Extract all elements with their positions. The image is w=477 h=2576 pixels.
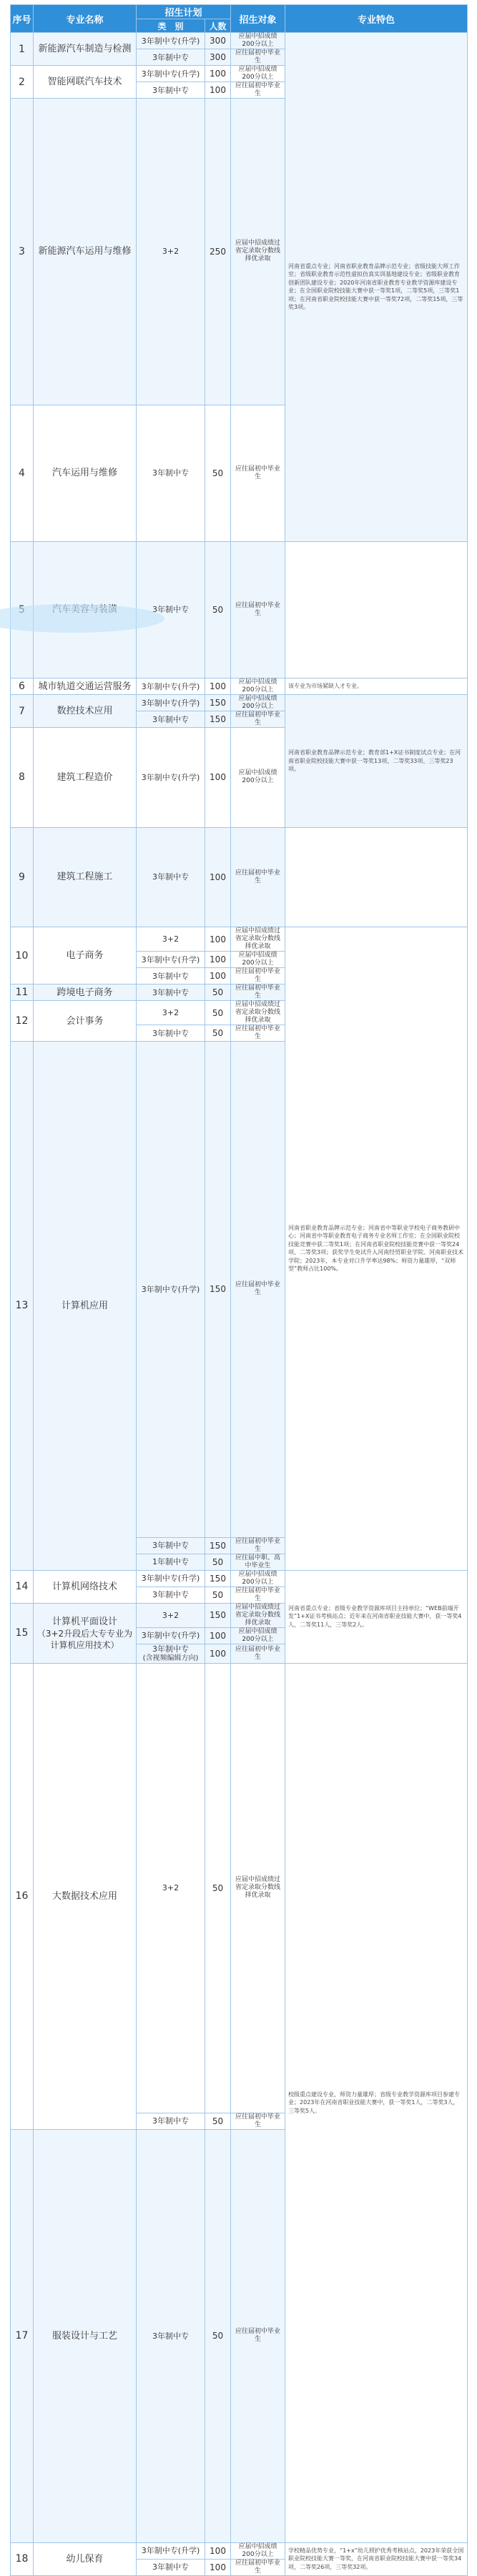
program-name: 建筑工程施工 xyxy=(56,872,113,883)
enroll-target: 应届中招成绩过省定录取分数线择优录取 xyxy=(231,1001,285,1025)
table-row xyxy=(11,33,468,49)
enroll-target: 应往届初中毕业生 xyxy=(231,2113,285,2129)
plan-count: 100 xyxy=(205,952,231,968)
program-name-cell xyxy=(34,405,137,541)
plan-type: 3年制中专(升学) xyxy=(141,1631,200,1640)
plan-count: 300 xyxy=(205,49,231,66)
program-feature: 河南省重点专业；省级专业教学资源库项目主持单位；“WEB前端开发”1+X证书考核站点；近年来在河南省职业技能大赛中，获一等奖4人，二等奖11人，三等奖2人。 xyxy=(285,1570,468,1663)
plan-count: 50 xyxy=(205,2113,231,2129)
plan-count: 100 xyxy=(205,927,231,952)
plan-type-cell xyxy=(137,49,205,66)
enroll-target: 应往届初中毕业生 xyxy=(231,968,285,984)
enroll-target: 应往届初中毕业生 xyxy=(231,984,285,1001)
plan-type: 3+2 xyxy=(162,934,180,944)
plan-type: 3年制中专 xyxy=(152,714,189,724)
enroll-target: 应往届初中毕业生 xyxy=(231,541,285,678)
enroll-target: 应往届初中毕业生 xyxy=(231,1537,285,1554)
enroll-target: 应往届初中毕业生 xyxy=(231,405,285,541)
program-name: 智能网联汽车技术 xyxy=(47,77,122,87)
enroll-target: 应往届初中毕业生 xyxy=(231,1586,285,1603)
enroll-target: 应届中招成绩200分以上 xyxy=(231,33,285,49)
plan-type: 3+2 xyxy=(162,1008,180,1017)
plan-type: 3+2 xyxy=(162,247,180,257)
plan-type-cell xyxy=(137,1001,205,1025)
plan-type: 3年制中专(升学) xyxy=(141,954,200,964)
plan-type-cell xyxy=(137,1644,205,1663)
plan-type: 3年制中专(升学) xyxy=(141,1574,200,1583)
table-row xyxy=(11,927,468,952)
program-feature: 校级重点建设专业，师资力量雄厚；省级专业教学资源库项目参建专业；2023年在河南省职业技能大赛中，获一等奖1人，二等奖3人，三等奖5人。 xyxy=(285,1663,468,2542)
plan-type-cell xyxy=(137,66,205,82)
plan-type-cell xyxy=(137,1663,205,2113)
plan-type-cell xyxy=(137,33,205,49)
plan-type: 3年制中专 xyxy=(152,971,189,981)
program-name: 电子商务 xyxy=(66,950,104,961)
program-no: 14 xyxy=(11,1570,34,1603)
plan-type: 3+2 xyxy=(162,1610,180,1620)
plan-count: 100 xyxy=(205,2559,231,2575)
program-name-cell xyxy=(34,1570,137,1603)
program-name: 幼儿保育 xyxy=(66,2553,104,2565)
enroll-target: 应往届初中毕业生 xyxy=(231,1042,285,1538)
plan-count: 50 xyxy=(205,1586,231,1603)
plan-type-cell xyxy=(137,1627,205,1644)
enrollment-table xyxy=(10,4,468,2576)
plan-type-cell xyxy=(137,1570,205,1586)
header-type: 类 别 xyxy=(137,19,205,33)
enroll-target: 应往届初中毕业生 xyxy=(231,2129,285,2542)
plan-type-cell xyxy=(137,1537,205,1554)
program-name: 城市轨道交通运营服务 xyxy=(38,681,132,692)
plan-type-cell xyxy=(137,711,205,728)
enroll-target: 应往届初中毕业生 xyxy=(231,49,285,66)
plan-type: 3年制中专(升学) xyxy=(141,698,200,708)
program-name: 汽车运用与维修 xyxy=(51,468,117,479)
program-name-cell xyxy=(34,984,137,1001)
plan-type-cell xyxy=(137,728,205,828)
plan-type: 3年制中专(升学) xyxy=(141,2546,200,2555)
enroll-target: 应往届中职、高中毕业生 xyxy=(231,1554,285,1570)
plan-count: 100 xyxy=(205,66,231,82)
plan-count: 50 xyxy=(205,1025,231,1042)
plan-count: 50 xyxy=(205,1001,231,1025)
plan-type: 3+2 xyxy=(162,1883,180,1892)
program-no: 13 xyxy=(11,1042,34,1571)
plan-type-cell xyxy=(137,1586,205,1603)
plan-type-cell xyxy=(137,695,205,711)
plan-count: 150 xyxy=(205,1042,231,1538)
plan-type-cell xyxy=(137,2113,205,2129)
plan-count: 150 xyxy=(205,1603,231,1627)
plan-type: 3年制中专 xyxy=(152,1028,189,1038)
program-name: 服装设计与工艺 xyxy=(51,2330,117,2341)
plan-type: 3年制中专 xyxy=(152,872,189,882)
top-strip xyxy=(0,0,477,3)
program-no: 8 xyxy=(11,728,34,828)
plan-type-cell xyxy=(137,2129,205,2542)
program-name-cell xyxy=(34,827,137,927)
plan-type: 3年制中专 xyxy=(152,1590,189,1599)
plan-type-cell xyxy=(137,1554,205,1570)
plan-type: 3年制中专 xyxy=(152,1541,189,1550)
table-row xyxy=(11,678,468,695)
header-no: 序号 xyxy=(11,5,34,33)
program-name-cell xyxy=(34,66,137,99)
enroll-target: 应届中招成绩过省定录取分数线择优录取 xyxy=(231,1603,285,1627)
program-name-cell xyxy=(34,728,137,828)
plan-count: 100 xyxy=(205,2542,231,2559)
header-name: 专业名称 xyxy=(34,5,137,33)
program-name-note: （3+2升段后大专专业为计算机应用技术） xyxy=(36,1628,133,1650)
program-name-cell xyxy=(34,1042,137,1571)
program-no: 7 xyxy=(11,695,34,728)
enroll-target: 应届中招成绩200分以上 xyxy=(231,2542,285,2559)
plan-type-cell xyxy=(137,82,205,99)
plan-count: 50 xyxy=(205,405,231,541)
program-no: 1 xyxy=(11,33,34,66)
plan-type-cell xyxy=(137,405,205,541)
program-name: 会计事务 xyxy=(66,1015,104,1027)
plan-count: 150 xyxy=(205,711,231,728)
table-row xyxy=(11,2542,468,2559)
enroll-target: 应届中招成绩过省定录取分数线择优录取 xyxy=(231,99,285,405)
program-name-cell xyxy=(34,1663,137,2129)
plan-type: 3年制中专(升学) xyxy=(141,681,200,691)
program-name-cell xyxy=(34,99,137,405)
program-no: 18 xyxy=(11,2542,34,2575)
plan-type-cell xyxy=(137,952,205,968)
program-no: 15 xyxy=(11,1603,34,1663)
program-feature: 河南省重点专业；河南省职业教育品牌示范专业；省级技能大师工作室；省级职业教育示范性虚拟仿真实训基地建设专业；省级职业教育创新团队建设专业；2020年河南省职业教育专业教学资源库建设专业；在全国职业院校技能大赛中获一等奖1项，二等奖5项，三等奖1项；在河南省职业院校技能大赛中获一等奖72项，二等奖15项，三等奖3项。 xyxy=(285,33,468,542)
program-feature: 河南省职业教育品牌示范专业；教育部1+X证书制度试点专业；在河南省职业院校技能大赛中获一等奖13项、二等奖33项、三等奖23项。 xyxy=(285,695,468,828)
header-feature: 专业特色 xyxy=(285,5,468,33)
plan-count: 50 xyxy=(205,1554,231,1570)
program-name-cell xyxy=(34,2129,137,2542)
plan-count: 50 xyxy=(205,1663,231,2113)
enroll-target: 应往届初中毕业生 xyxy=(231,82,285,99)
program-feature: 学校精品优势专业，“1+x”幼儿照护优秀考核站点，2023年荣获全国职业院校技能大赛一等奖，在河南省职业院校技能大赛中获一等奖34项，二等奖26项，三等奖32项。 xyxy=(285,2542,468,2575)
plan-type: 3年制中专 xyxy=(152,2116,189,2126)
header-plan: 招生计划 xyxy=(137,5,231,19)
header-count: 人数 xyxy=(205,19,231,33)
enroll-target: 应届中招成绩过省定录取分数线择优录取 xyxy=(231,1663,285,2113)
table-row xyxy=(11,827,468,927)
plan-type: 3年制中专 xyxy=(152,2331,189,2341)
program-name: 跨境电子商务 xyxy=(56,987,113,998)
enroll-target: 应届中招成绩过省定录取分数线择优录取 xyxy=(231,927,285,952)
program-no: 2 xyxy=(11,66,34,99)
enroll-target: 应届中招成绩200分以上 xyxy=(231,728,285,828)
plan-count: 100 xyxy=(205,678,231,695)
plan-type: 3年制中专(升学) xyxy=(141,36,200,46)
program-no: 4 xyxy=(11,405,34,541)
plan-type-note: (含视频编辑方向) xyxy=(142,1654,199,1662)
plan-type: 3年制中专(升学) xyxy=(141,1284,200,1294)
enroll-target: 应往届初中毕业生 xyxy=(231,1644,285,1663)
program-no: 16 xyxy=(11,1663,34,2129)
plan-count: 100 xyxy=(205,82,231,99)
program-name-cell xyxy=(34,2542,137,2575)
program-no: 12 xyxy=(11,1001,34,1042)
program-name-cell xyxy=(34,678,137,695)
plan-type: 3年制中专 xyxy=(152,987,189,997)
program-no: 11 xyxy=(11,984,34,1001)
enroll-target: 应往届初中毕业生 xyxy=(231,711,285,728)
plan-type: 3年制中专 xyxy=(152,52,189,62)
plan-type: 3年制中专 xyxy=(152,85,189,95)
program-feature: 河南省职业教育品牌示范专业；河南省中等职业学校电子商务教研中心；河南省中等职业教育电子商务专业名师工作室；在全国职业院校技能竞赛中获二等奖1项；在河南省职业院校技能竞赛中获一等奖24项、二等奖3项；获奖学生免试升入河南经贸职业学院、河南职业技术学院；2023年，本专业对口升学率达98%；师资力量雄厚，“双师型”教师占比100%。 xyxy=(285,927,468,1571)
plan-type: 3年制中专 xyxy=(152,1644,189,1654)
program-no: 6 xyxy=(11,678,34,695)
program-name: 计算机应用 xyxy=(61,1300,108,1311)
enroll-target: 应届中招成绩200分以上 xyxy=(231,1570,285,1586)
program-no: 9 xyxy=(11,827,34,927)
plan-count: 150 xyxy=(205,1570,231,1586)
plan-count: 300 xyxy=(205,33,231,49)
program-name: 数控技术应用 xyxy=(56,706,113,716)
program-name: 新能源汽车制造与检测 xyxy=(38,44,132,54)
program-name-cell xyxy=(34,1001,137,1042)
plan-count: 100 xyxy=(205,728,231,828)
program-name: 新能源汽车运用与维修 xyxy=(38,246,132,257)
plan-count: 50 xyxy=(205,541,231,678)
enroll-target: 应届中招成绩200分以上 xyxy=(231,1627,285,1644)
program-name-cell xyxy=(34,695,137,728)
plan-type-cell xyxy=(137,2559,205,2575)
plan-count: 150 xyxy=(205,695,231,711)
plan-count: 50 xyxy=(205,984,231,1001)
program-name: 大数据技术应用 xyxy=(51,1890,117,1902)
plan-type-cell xyxy=(137,1025,205,1042)
program-no: 3 xyxy=(11,99,34,405)
plan-type-cell xyxy=(137,1042,205,1538)
plan-type: 3年制中专(升学) xyxy=(141,772,200,782)
enroll-target: 应往届初中毕业生 xyxy=(231,827,285,927)
plan-type: 3年制中专 xyxy=(152,2562,189,2572)
table-row xyxy=(11,1663,468,2113)
enroll-target: 应届中招成绩200分以上 xyxy=(231,678,285,695)
plan-type-cell xyxy=(137,1603,205,1627)
enroll-target: 应届中招成绩200分以上 xyxy=(231,695,285,711)
program-name-cell xyxy=(34,1603,137,1663)
table-row xyxy=(11,695,468,711)
plan-type-cell xyxy=(137,827,205,927)
plan-count: 250 xyxy=(205,99,231,405)
plan-type: 3年制中专 xyxy=(152,468,189,478)
header-target: 招生对象 xyxy=(231,5,285,33)
enroll-target: 应往届初中毕业生 xyxy=(231,1025,285,1042)
program-no: 10 xyxy=(11,927,34,984)
table-body xyxy=(11,33,468,2576)
plan-type-cell xyxy=(137,2542,205,2559)
enroll-target: 应届中招成绩200分以上 xyxy=(231,952,285,968)
program-name: 建筑工程造价 xyxy=(56,771,113,783)
plan-count: 100 xyxy=(205,968,231,984)
program-name-cell xyxy=(34,33,137,66)
program-feature: 该专业为市场紧缺人才专业。 xyxy=(285,678,468,695)
plan-type-cell xyxy=(137,678,205,695)
program-no: 17 xyxy=(11,2129,34,2542)
table-header xyxy=(11,5,468,33)
plan-count: 150 xyxy=(205,1537,231,1554)
plan-type: 1年制中专 xyxy=(152,1557,189,1566)
plan-count: 100 xyxy=(205,827,231,927)
program-name: 计算机网络技术 xyxy=(51,1581,117,1592)
plan-count: 100 xyxy=(205,1644,231,1663)
plan-type-cell xyxy=(137,927,205,952)
plan-type-cell xyxy=(137,984,205,1001)
plan-type-cell xyxy=(137,968,205,984)
plan-count: 50 xyxy=(205,2129,231,2542)
program-name-cell xyxy=(34,927,137,984)
program-name: 计算机平面设计 xyxy=(51,1616,117,1627)
plan-count: 100 xyxy=(205,1627,231,1644)
plan-type-cell xyxy=(137,99,205,405)
plan-type: 3年制中专 xyxy=(152,605,189,615)
table-row xyxy=(11,1570,468,1586)
plan-type: 3年制中专(升学) xyxy=(141,69,200,79)
enroll-target: 应届中招成绩200分以上 xyxy=(231,66,285,82)
enroll-target: 应往届初中毕业生 xyxy=(231,2559,285,2575)
